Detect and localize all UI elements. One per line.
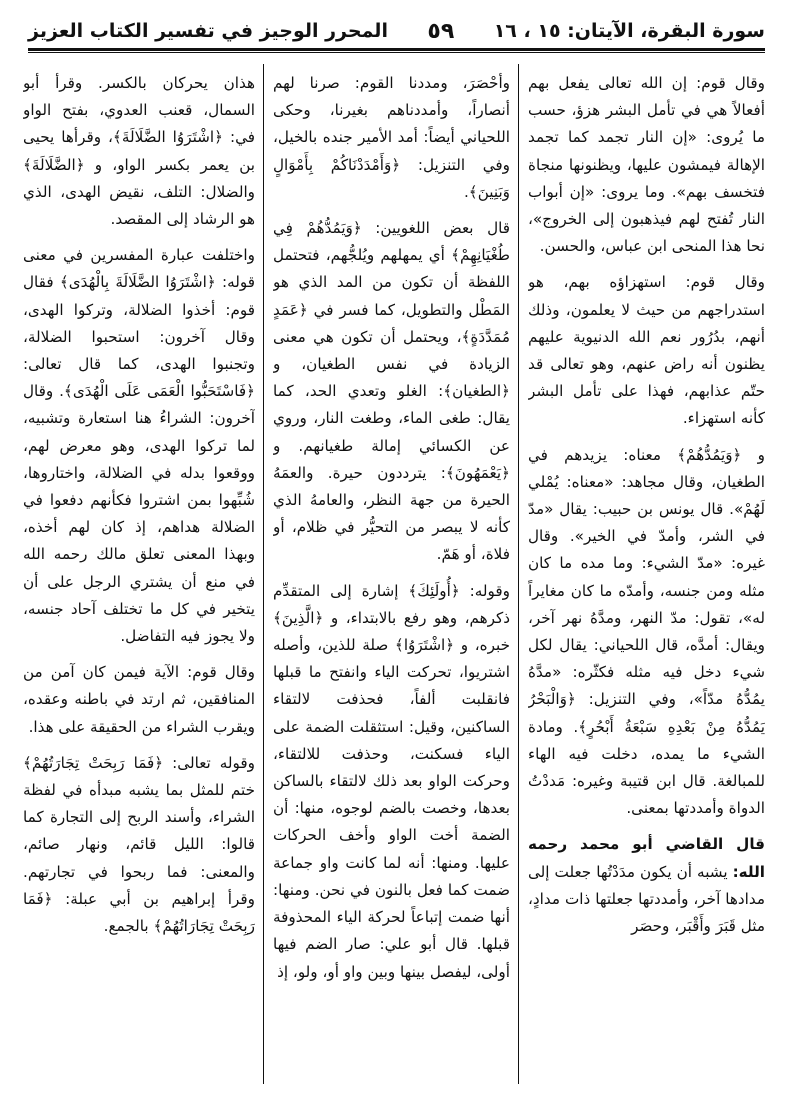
column-divider — [518, 64, 519, 1084]
text-column-left — [23, 70, 255, 1084]
author-heading: قال القاضي أبو محمد رحمه الله: — [528, 835, 765, 881]
header-divider — [28, 52, 765, 53]
paragraph: هذان يحركان بالكسر. وقرأ أبو السمال، قعنب العدوي، بفتح الواو في: ﴿اشْتَرَوُا الضَّلَالَةَ﴾، وقرأها يحيى بن يعمر بكسر الواو، و ﴿الضَّلَالَةَ﴾ والضلال: التلف، نقيض الهدى، الذي هو الرشاد إلى المقصد. — [23, 74, 255, 229]
surah-reference: سورة البقرة، الآيتان: ١٥ ، ١٦ — [493, 20, 765, 42]
book-title: المحرر الوجيز في تفسير الكتاب العزيز — [28, 20, 388, 42]
paragraph: و ﴿وَيَمُدُّهُمْ﴾ معناه: يزيدهم في الطغيان، وقال مجاهد: «معناه: يُمْلي لَهُمْ». قال يونس بن حبيب: يقال «مدّ في الشر، وأمدّ في الخير». وقال غيره: «مدّ الشيء: وما مده ما كان مثله ومن جنسه، وأمدّه ما كان مغايراً له»، تقول: مدّ النهر، ومدَّهُ نهر آخر، ويقال: أمدَّه، قال اللحياني: يقال لكل شيء دخل فيه مثله فكثّره: «مدَّهُ يمُدُّهُ مدّاً»، وفي التنزيل: ﴿وَالْبَحْرُ يَمُدُّهُ مِنْ بَعْدِهِ سَبْعَةُ أَبْحُرٍ﴾. ومادة الشيء ما يمده، دخلت فيه الهاء للمبالغة. قال ابن قتيبة وغيره: مَددْتُ الدواة وأمددتها بمعنى. — [528, 445, 765, 818]
paragraph: وقال قوم: إن الله تعالى يفعل بهم أفعالاً هي في تأمل البشر هزؤ، حسب ما يُروى: «إن النار تجمد كما تجمد الإهالة فيمشون عليها، ويظنونها منجاة فتخسف بهم». وما يروى: «إن أبواب النار تُفتح لهم فيذهبون إلى الخروج»، نحا هذا المنحى ابن عباس، والحسن. — [528, 74, 765, 256]
paragraph: وقال قوم: الآية فيمن كان آمن من المنافقين، ثم ارتد في باطنه وعقده، ويقرب الشراء من الحقيقة على هذا. — [23, 663, 255, 736]
paragraph: وأحْصَرَ، ومددنا القوم: صرنا لهم أنصاراً، وأمددناهم بغيرنا، وحكى اللحياني أيضاً: أمد الأمير جنده بالخيل، وفي التنزيل: ﴿وَأَمْدَدْنَاكُمْ بِأَمْوَالٍ وَبَنِينَ﴾. — [273, 74, 510, 201]
paragraph — [528, 831, 765, 940]
page-number: ٥٩ — [427, 18, 455, 44]
text-column-middle — [273, 70, 510, 1084]
column-divider — [263, 64, 264, 1084]
paragraph-text: يشبه أن يكون مدَدْتُها جعلت إلى مدادها آخر، وأمددتها جعلتها ذات مدادٍ، مثل قَبَرَ وأَقْبَر، وحصَر — [528, 862, 765, 936]
page-header — [28, 14, 765, 51]
paragraph: وقوله: ﴿أُولَئِكَ﴾ إشارة إلى المتقدِّم ذكرهم، وهو رفع بالابتداء، و ﴿الَّذِينَ﴾ خبره، و ﴿اشْتَرَوُا﴾ صلة للذين، وأصله اشتريوا، تحركت الياء وانفتح ما قبلها فانقلبت ألفاً، فحذفت لالتقاء الساكنين، وقيل: استثقلت الضمة على الياء فسكنت، وحذفت للالتقاء، وحركت الواو بعد ذلك لالتقاء بالساكن بعدها، وخصت بالضم لوجوه، منها: أن الضمة أخت الواو وأخف الحركات عليها. ومنها: أنه لما كانت واو جماعة ضمت كما فعل بالنون في نحن. ومنها: أنها ضمت إتباعاً لحركة الياء المحذوفة قبلها. قال أبو علي: صار الضم فيها أولى، ليفصل بينها وبين واو أو، ولو، إذ — [273, 581, 510, 981]
paragraph: واختلفت عبارة المفسرين في معنى قوله: ﴿اشْتَرَوُا الضَّلَالَةَ بِالْهُدَى﴾ فقال قوم: أخذوا الضلالة، وتركوا الهدى، وقال آخرون: استحبوا الضلالة، وتجنبوا الهدى، كما قال تعالى: ﴿فَاسْتَحَبُّوا الْعَمَى عَلَى الْهُدَى﴾. وقال آخرون: الشراءُ هنا استعارة وتشبيه، لما تركوا الهدى، وهو معرض لهم، ووقعوا بدله في الضلالة، واختاروها، شُبِّهوا بمن اشتروا فكأنهم دفعوا في الضلالة هداهم، إذ كان لهم أخذه، وبهذا المعنى تعلق مالك رحمه الله في منع أن يشتري الرجل على أن يتخير في كل ما تختلف آحاد جنسه، ولا يجوز فيه التفاضل. — [23, 246, 255, 646]
paragraph: وقوله تعالى: ﴿فَمَا رَبِحَتْ تِجَارَتُهُمْ﴾ ختم للمثل بما يشبه مبدأه في لفظة الشراء، وأسند الربح إلى التجارة كما قالوا: الليل قائم، ونهار صائم، والمعنى: فما ربحوا في تجارتهم. وقرأ إبراهيم بن أبي عبلة: ﴿فَمَا رَبِحَتْ تِجَارَاتُهُمْ﴾ بالجمع. — [23, 753, 255, 936]
paragraph: قال بعض اللغويين: ﴿وَيَمُدُّهُمْ فِي طُغْيَانِهِمْ﴾ أي يمهلهم ويُلجُّهم، فتحتمل اللفظة أن تكون من المد الذي هو المَطْل والتطويل، كما فسر في ﴿عَمَدٍ مُمَدَّدَةٍ﴾، ويحتمل أن تكون هي معنى الزيادة في نفس الطغيان، و ﴿الطغيان﴾: الغلو وتعدي الحد، كما يقال: طغى الماء، وطغت النار، وروي عن الكسائي إمالة طغيانهم. و ﴿يَعْمَهُونَ﴾: يترددون حيرة. والعمَهُ الحيرة من جهة النظر، والعامهُ الذي كأنه لا يبصر من التحيُّر في ظلام، أو فلاة، أو هَمّ. — [273, 219, 510, 564]
text-column-right — [528, 70, 765, 1084]
paragraph: وقال قوم: استهزاؤه بهم، هو استدراجهم من حيث لا يعلمون، وذلك أنهم، بدُرُور نعم الله الدنيوية عليهم يظنون أنه راض عنهم، وهو تعالى قد حتّم عذابهم، فهذا على تأمل البشر كأنه استهزاء. — [528, 273, 765, 428]
